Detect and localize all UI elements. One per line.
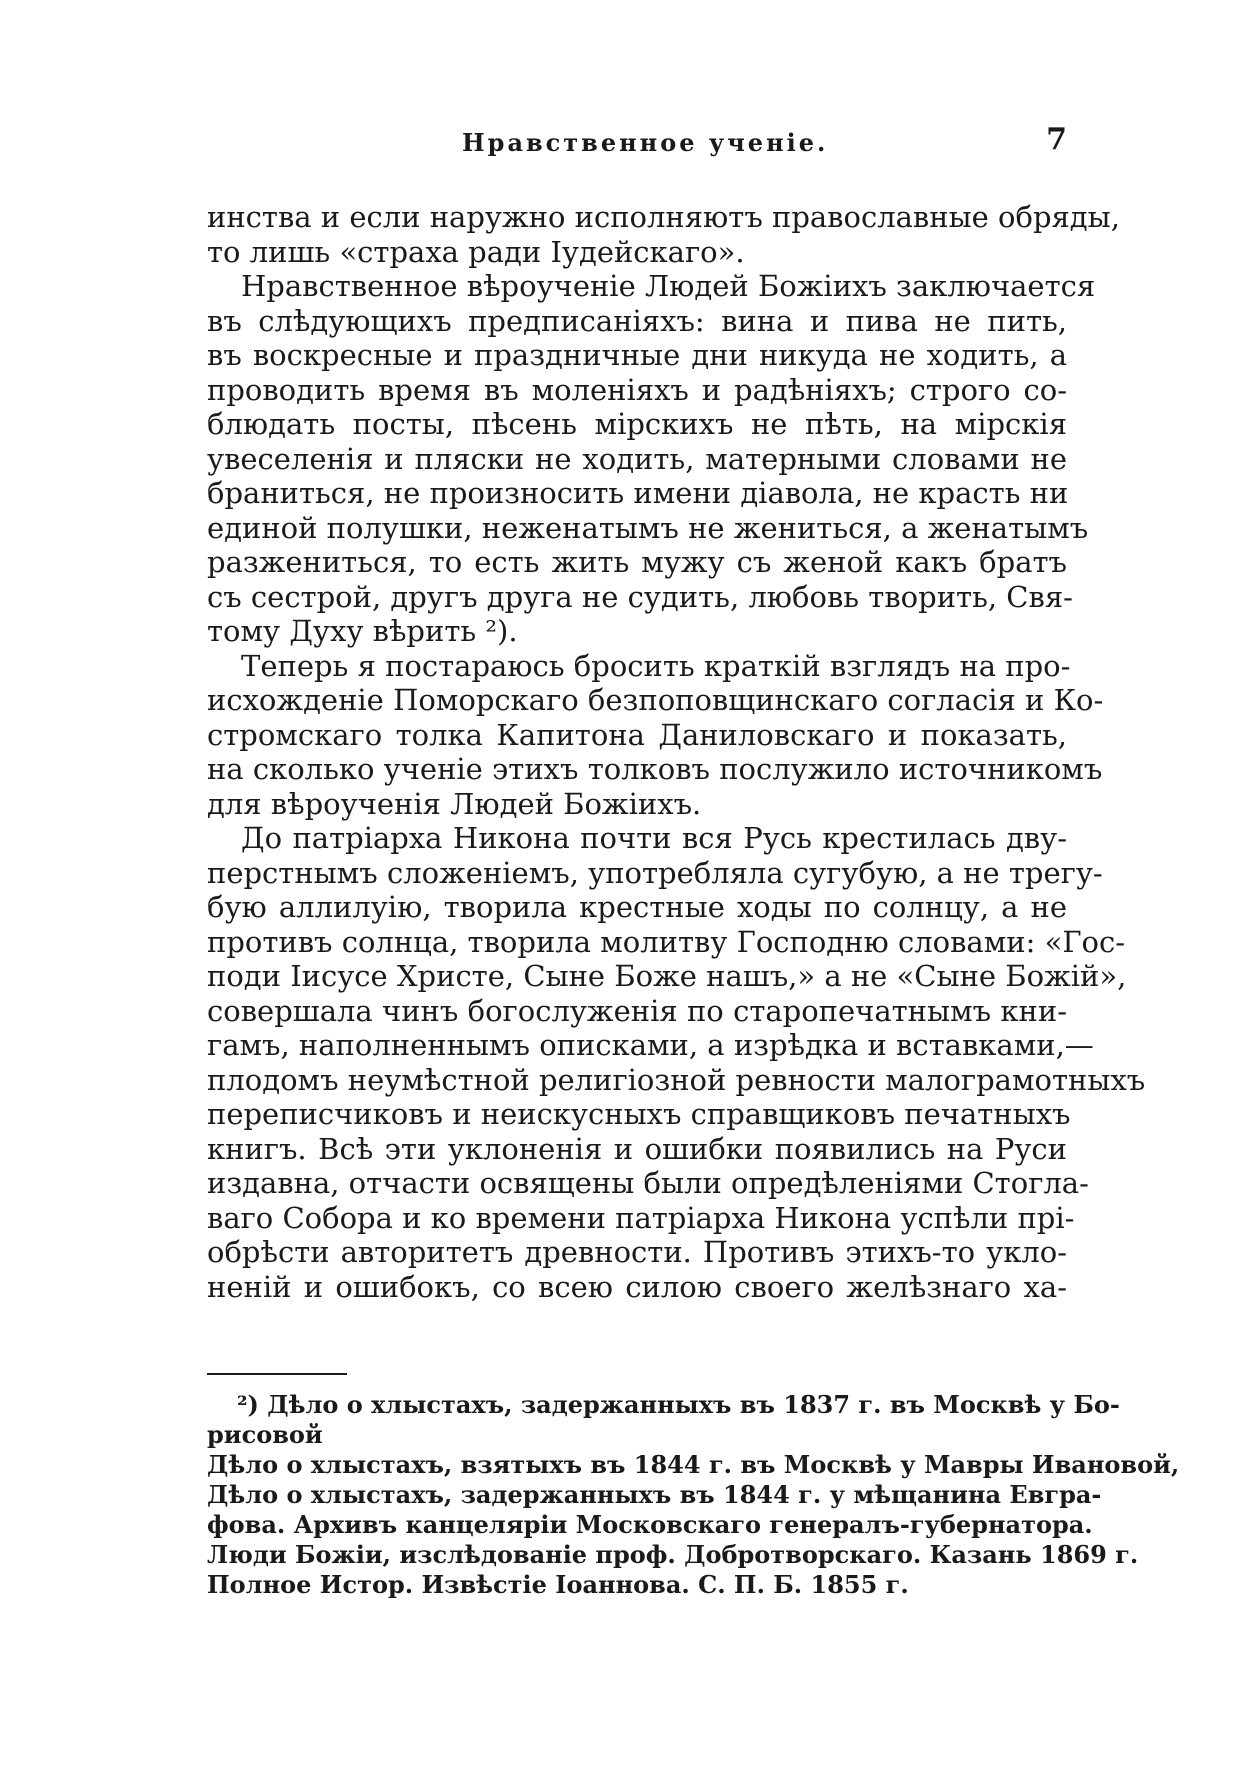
text-line: поди Іисусе Христе, Сыне Боже нашъ,» а не «Сыне Божій», [207,959,1127,993]
text-line: проводить время въ моленіяхъ и радѣніяхъ; строго со- [207,372,1067,407]
text-line: книгъ. Всѣ эти уклоненія и ошибки появились на Руси [207,1131,1067,1166]
text-line: стромскаго толка Капитона Даниловскаго и показать, [207,717,1067,752]
text-line: въ воскресные и праздничные дни никуда не ходить, а [207,338,1067,372]
text-line: на сколько ученіе этихъ толковъ послужило источникомъ [207,752,1103,786]
text-line: для вѣроученія Людей Божіихъ. [207,786,702,821]
text-line: то лишь «страха ради Іудейскаго». [207,234,745,269]
footnotes [207,1390,1180,1600]
page-header [207,122,1067,168]
text-line: переписчиковъ и неискусныхъ справщиковъ печатныхъ [207,1097,1071,1131]
page-number: 7 [1046,122,1067,157]
text-line: единой полушки, неженатымъ не жениться, а женатымъ [207,510,1089,545]
main-text [207,200,1146,1304]
footnote-line: Дѣло о хлыстахъ, задержанныхъ въ 1844 г. у мѣщанина Евгра- [207,1480,1102,1509]
text-line: обрѣсти авторитетъ древности. Противъ этихъ-то укло- [207,1235,1067,1269]
text-line: ваго Собора и ко времени патріарха Никона успѣли прі- [207,1200,1075,1235]
footnote-line: Полное Истор. Извѣстіе Іоаннова. С. П. Б. 1855 г. [207,1570,909,1599]
footnote-line: фова. Архивъ канцеляріи Московскаго генералъ-губернатора. [207,1510,1093,1539]
text-line: блюдать посты, пѣсень мірскихъ не пѣть, на мірскія [207,407,1067,441]
running-head: Нравственное ученіе. [462,128,829,157]
text-line: исхожденіе Поморскаго безпоповщинскаго согласія и Ко- [207,683,1104,717]
text-line: Теперь я постараюсь бросить краткій взглядъ на про- [241,648,1071,683]
text-line: гамъ, наполненнымъ описками, а изрѣдка и вставками,— [207,1028,1094,1062]
text-line: съ сестрой, другъ друга не судить, любовь творить, Свя- [207,579,1073,614]
text-line: Нравственное вѣроученіе Людей Божіихъ заключается [241,269,1096,303]
footnote-line: ²) Дѣло о хлыстахъ, задержанныхъ въ 1837 г. въ Москвѣ у Бо- [237,1390,1120,1419]
text-line: тому Духу вѣрить ²). [207,614,518,648]
text-line: разжениться, то есть жить мужу съ женой какъ братъ [207,545,1067,579]
text-line: въ слѣдующихъ предписаніяхъ: вина и пива не пить, [207,303,1067,338]
text-line: противъ солнца, творила молитву Господню словами: «Гос- [207,924,1126,959]
text-line: издавна, отчасти освящены были опредѣленіями Стогла- [207,1166,1089,1200]
footnote-line: Дѣло о хлыстахъ, взятыхъ въ 1844 г. въ Москвѣ у Мавры Ивановой, [207,1450,1180,1479]
text-line: перстнымъ сложеніемъ, употребляла сугубую, а не трегу- [207,855,1103,890]
text-line: До патріарха Никона почти вся Русь крестилась дву- [241,821,1067,855]
text-line: неній и ошибокъ, со всею силою своего желѣзнаго ха- [207,1269,1067,1304]
text-line: бую аллилуію, творила крестные ходы по солнцу, а не [207,890,1067,924]
text-line: совершала чинъ богослуженія по старопечатнымъ кни- [207,993,1067,1028]
footnote-line: Люди Божіи, изслѣдованіе проф. Добротворскаго. Казань 1869 г. [207,1540,1139,1569]
footnote-separator [207,1373,347,1375]
text-line: увеселенія и пляски не ходить, матерными словами не [207,441,1067,476]
text-line: браниться, не произносить имени діавола, не красть ни [207,476,1069,510]
text-line: инства и если наружно исполняютъ православные обряды, [207,200,1120,234]
text-line: плодомъ неумѣстной религіозной ревности малограмотныхъ [207,1062,1146,1097]
footnote-line: рисовой [207,1420,323,1449]
